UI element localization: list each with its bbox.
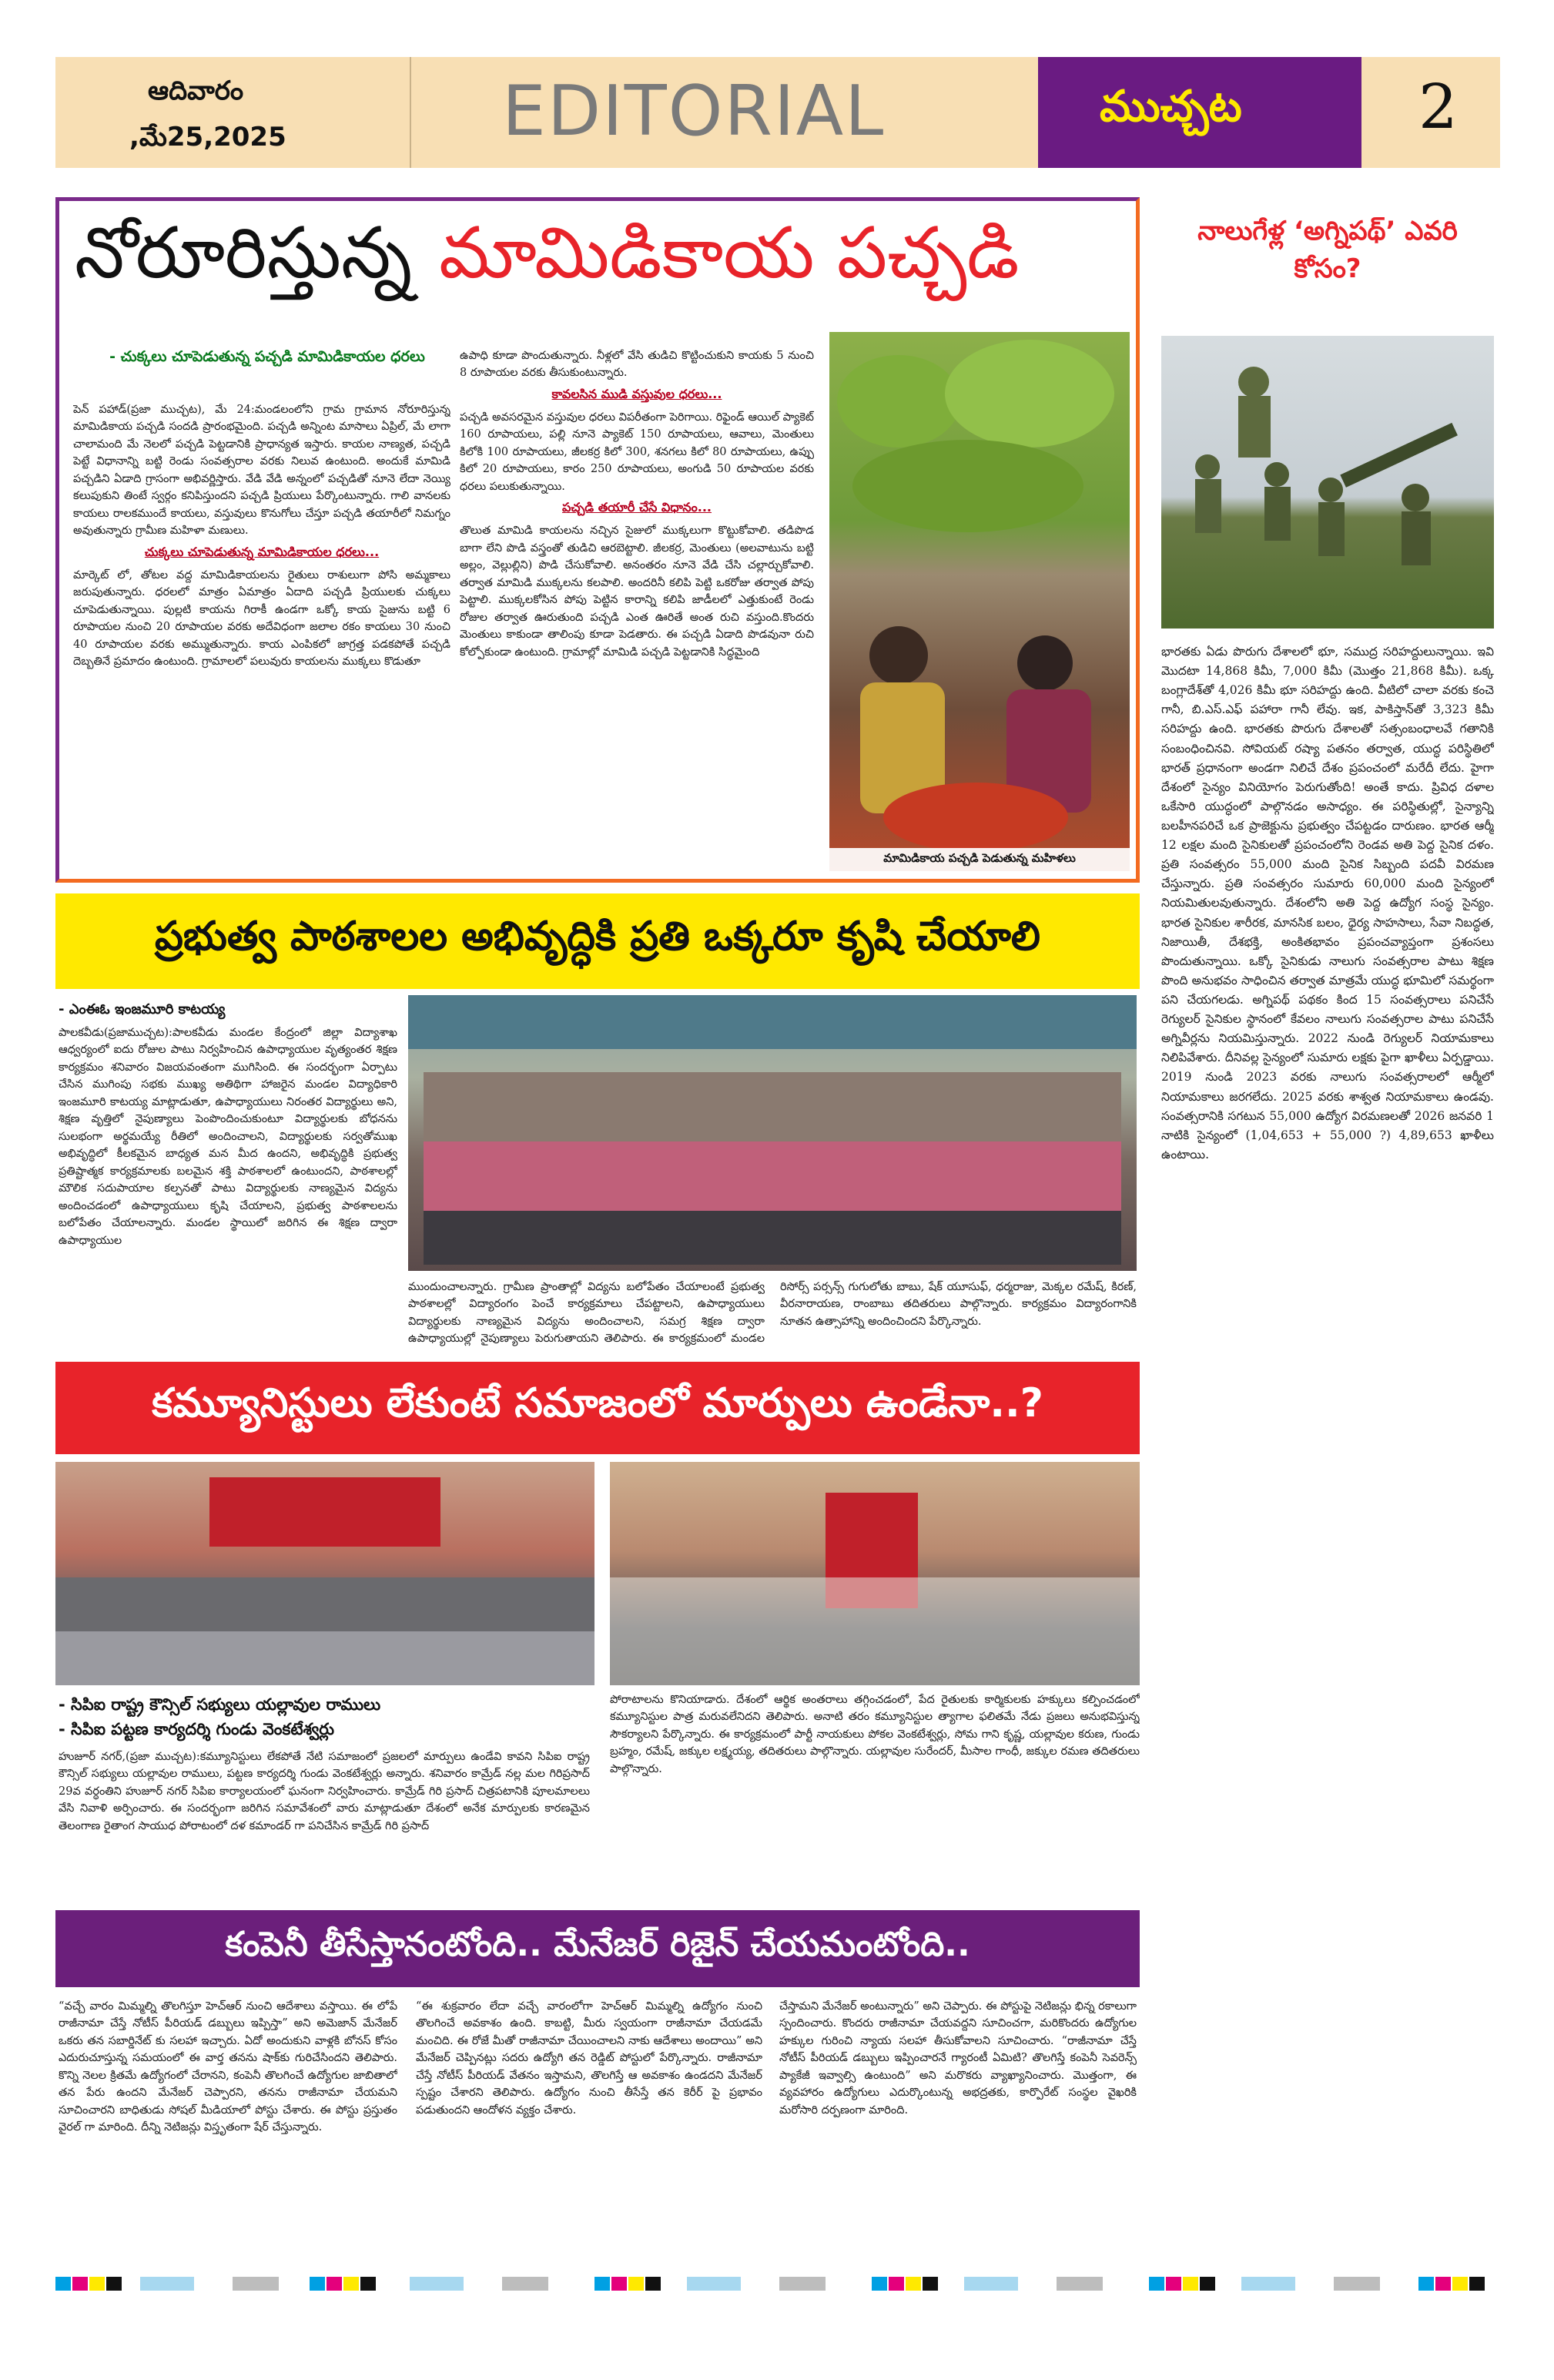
mango-photo (829, 332, 1130, 871)
schools-byline: - ఎంఈఓ ఇంజమూరి కాటయ్య (59, 1001, 226, 1017)
communists-headline: కమ్యూనిస్టులు లేకుంటే సమాజంలో మార్పులు ఉండేనా..? (152, 1379, 1043, 1426)
communists-byline1: - సిపిఐ రాష్ట్ర కౌన్సిల్ సభ్యులు యల్లావుల రాములు (59, 1695, 381, 1714)
communists-photo-right (610, 1462, 1140, 1685)
communists-photo-left (55, 1462, 594, 1685)
agnipath-photo (1161, 336, 1494, 629)
mango-headline-black: నోరూరిస్తున్న (75, 212, 412, 294)
mango-col1 (73, 401, 450, 873)
resign-banner (55, 1910, 1140, 1987)
mango-col2-text: ఉపాధి కూడా పొందుతున్నారు. నీళ్లలో వేసి తుడిచి కొట్టించుకుని కాయకు 5 నుంచి 8 రూపాయల వరకు తీసుకుంటున్నారు. (460, 350, 814, 380)
masthead-date: ,మే25,2025 (129, 122, 286, 153)
mango-col1-text: పెన్ పహాడ్(ప్రజా ముచ్చట), మే 24:మండలంలోని గ్రామ గ్రామాన నోరూరిస్తున్న మామిడికాయ పచ్చడి సందడి ప్రారంభమైంది. పచ్చడి అన్నింట మాసాలు ఏప్రిల్, మే లాగా చాలామంది మే నెలలో పచ్చడి పెట్టడానికి ప్రాధాన్యత ఇస్తారు. కాయల నాణ్యత, పచ్చడి పెట్టే విధానాన్ని బట్టి రెండు సంవత్సరాల వరకు నిలువ ఉంటుంది. అందుకే మామిడి పచ్చడిని ఏడాది గ్రాసంగా అభివర్ణిస్తారు. వేడి వేడి అన్నంలో పచ్చడితో నూనె లేదా నెయ్యి కలుపుకుని తింటే స్వర్గం కనిపిస్తుందని పచ్చడి ప్రియులు పేర్కొంటున్నారు. గాలి వానలకు కాయలు రాలకముందే కాయలు, వస్తువులు కొనుగోలు చేస్తూ పచ్చడి తయారీలో నిమగ్నం అవుతున్నారు గ్రామీణ మహిళా మణులు. (73, 404, 450, 538)
agnipath-text: భారతకు ఏడు పొరుగు దేశాలలో భూ, సముద్ర సరిహద్దులున్నాయి. ఇవి మొదటా 14,868 కిమీ, 7,000 కిమీ (మొత్తం 21,868 కిమీ). ఒక్క బంగ్లాదేశ్‌తో 4,026 కిమీ భూ సరిహద్దు ఉంది. వీటిలో చాలా వరకు కంచె గానీ, బి.ఎస్.ఎఫ్ పహారా గానీ లేవు. ఇక, పాకిస్తాన్‌తో 3,323 కిమీ సరిహద్దు ఉంది. భారతకు పొరుగు దేశాలతో సత్సంబంధాలవే గతానికి సంబంధించినవి. సోవియట్ రష్యా పతనం తర్వాత, యుద్ధ పరిస్థితిలో భారత్ ప్రధానంగా అండగా నిలిచే దేశం ప్రపంచంలో మరేదీ లేదు. హైగా దేశంలో సైన్యం వినియోగం పెరుగుతోంది! అంతే కాదు. ప్రివిధ దళాల ఒకేసారి యుద్ధంలో పాల్గొనడం అసాధ్యం. ఈ పరిస్థితుల్లో, సైన్యాన్ని బలహీనపరిచే ఒక ప్రాజెక్టును ప్రభుత్వం చేపట్టడం దారుణం. భారత ఆర్మీ 12 లక్షల మంది సైనికులతో ప్రపంచంలోని రెండవ అతి పెద్ద సైనిక దళం. ప్రతి సంవత్సరం 55,000 మంది సైనిక సిబ్బంది పదవీ విరమణ చేస్తున్నారు. ప్రతి సంవత్సరం సుమారు 60,000 మంది సైన్యంలో నియమితులవుతున్నారు. దేశంలోని అతి పెద్ద ఉద్యోగ సంస్థ సైన్యం. భారత సైనికుల శారీరక, మానసిక బలం, ధైర్య సాహసాలు, సేవా నిబద్ధత, నిజాయితీ, దేశభక్తి, అంకితభావం ప్రపంచవ్యాప్తంగా ప్రశంసలు పొందుతున్నాయి. ఒక్కో సైనికుడు నాలుగు సంవత్సరాల పాటు శిక్షణ పొంది అనుభవం సాధించిన తర్వాత మాత్రమే యుద్ధ భూమిలో సమర్థంగా పని చేయగలడు. అగ్నిపథ్ పథకం కింద 15 సంవత్సరాలు పనిచేసే రెగ్యులర్ సైనికుల స్థానంలో కేవలం నాలుగు సంవత్సరాల పాటు పనిచేసే అగ్నివీర్లను నియమిస్తున్నారు. 2022 నుండి రెగ్యులర్ నియామకాలు నిలిపివేశారు. దీనివల్ల సైన్యంలో సుమారు లక్షకు పైగా ఖాళీలు ఏర్పడ్డాయి. 2019 నుండి 2023 వరకు నాలుగు సంవత్సరాలలో ఆర్మీలో నియామకాలు జరగలేదు. 2025 వరకు శాశ్వత నియామకాలు ఉండవు. సంవత్సరానికి సగటున 55,000 ఉద్యోగ విరమణలతో 2026 జనవరి 1 నాటికి సైన్యంలో (1,04,653 + 55,000 ?) 4,89,653 ఖాళీలు ఉంటాయి. (1161, 645, 1494, 1162)
communists-byline2: - సిపిఐ పట్టణ కార్యదర్శి గుండు వెంకటేశ్వర్లు (59, 1719, 334, 1738)
mango-col2-subhead2: పచ్చడి తయారీ చేసే విధానం... (561, 500, 712, 515)
mango-col2 (460, 347, 814, 871)
schools-col1: పాలకవీడు(ప్రజాముచ్చట):పాలకవీడు మండల కేంద్రంలో జిల్లా విద్యాశాఖ ఆధ్వర్యంలో ఐదు రోజుల పాటు నిర్వహించిన ఉపాధ్యాయుల వృత్యంతర శిక్షణ కార్యక్రమం శనివారం విజయవంతంగా ముగిసింది. ఈ సందర్భంగా ఏర్పాటు చేసిన ముగింపు సభకు ముఖ్య అతిథిగా హాజరైన మండల విద్యాధికారి ఇంజమూరి కాటయ్య మాట్లాడుతూ, ఉపాధ్యాయులు నిరంతర విద్యార్థులు అని, శిక్షణ వృత్తిలో నైపుణ్యాలు పెంపొందించుకుంటూ విద్యార్థులకు బోధనను సులభంగా అర్థమయ్యే రీతిలో అందించాలని, విద్యార్థులకు సర్వతోముఖ అభివృద్ధిలో కీలకమైన బాధ్యత మన మీద ఉందని, అభివృద్ధికి ప్రభుత్వ ప్రతిష్టాత్మక కార్యక్రమాలకు బలమైన శక్తి పాఠశాలలో ఉంటుందని, పాఠశాలల్లో మౌలిక సదుపాయాల కల్పనతో పాటు విద్యార్థులకు నాణ్యమైన విద్యను అందించడంలో ఉపాధ్యాయులు కృషి చేయాలని, ప్రభుత్వ పాఠశాలలను బలోపేతం చేయాలన్నారు. మండల స్థాయిలో జరిగిన ఈ శిక్షణ ద్వారా ఉపాధ్యాయుల (59, 1027, 397, 1247)
masthead-page-number: 2 (1418, 71, 1458, 142)
mango-photo-image (829, 332, 1130, 871)
agnipath-photo-image (1161, 336, 1494, 629)
schools-under-text: ముందుంచాలన్నారు. గ్రామీణ ప్రాంతాల్లో విద్యను బలోపేతం చేయాలంటే ప్రభుత్వ పాఠశాలల్లో విద్యారంగం పెంచే కార్యక్రమాలు చేపట్టాలని, ఉపాధ్యాయులు విద్యార్థులకు నాణ్యమైన విద్యను అందించాలని, సమగ్ర శిక్షణ ద్వారా ఉపాధ్యాయుల్లో నైపుణ్యాలు పెరుగుతాయని తెలిపారు. ఈ కార్యక్రమంలో మండల రిసోర్స్ పర్సన్స్ గుగులోతు బాబు, షేక్ యూసుఫ్, ధర్మరాజు, మెక్కల రమేష్, కిరణ్, వీరనారాయణ, రాంబాబు తదితరులు పాల్గొన్నారు. కార్యక్రమం విద్యారంగానికి నూతన ఉత్సాహాన్ని అందించిందని పేర్కొన్నారు. (408, 1281, 1137, 1346)
mango-col2-text3: తొలుత మామిడి కాయలను నచ్చిన సైజులో ముక్కలుగా కొట్టుకోవాలి. తడిపొడ బాగా లేని పొడి వస్త్రంతో తుడిచి ఆరబెట్టాలి. జీలకర్ర, మెంతులు (అలవాటును బట్టి అల్లం, వెల్లుల్లిని) పొడి చేసుకోవాలి. అనంతరం నూనె వేడి చేసి చల్లార్చుకోవాలి. తర్వాత మామిడి ముక్కలను కలపాలి. అందరినీ కలిపి పెట్టి ఒకరోజు తర్వాత పోపు పెట్టాలి. ముక్కలకోసిన పోపు పెట్టిన కారాన్ని కలిపి జాడీలలో ఎత్తుకుంటే రెండు రోజుల తర్వాత ఊరుతుంది పచ్చడి ఎంత ఊరితే అంత రుచి వస్తుంది.కొందరు మెంతులు కాకుండా తాలింపు కూడా పెడతారు. ఈ పచ్చడి ఏడాది పొడవునా రుచి కోల్పోకుండా ఉంటుంది. గ్రామాల్లో మామిడి పచ్చడి పెట్టడానికి సిద్ధమైంది (460, 525, 814, 659)
registration-bar (55, 2272, 1500, 2295)
communists-photo-left-image (55, 1462, 594, 1685)
registration-marks (55, 2272, 1500, 2295)
schools-banner (55, 893, 1140, 989)
agnipath-headline: నాలుగేళ్ల ‘అగ్నిపథ్’ ఎవరి కోసం? (1197, 216, 1458, 285)
mango-headline-red: మామిడికాయ పచ్చడి (439, 212, 1020, 294)
mango-subhead: - చుక్కలు చూపెడుతున్న పచ్చడి మామిడికాయల ధరలు (109, 348, 425, 365)
communists-col2: పోరాటాలను కొనియాడారు. దేశంలో ఆర్థిక అంతరాలు తగ్గించడంలో, పేద రైతులకు కార్మికులకు హక్కులు కల్పించడంలో కమ్యూనిస్టుల పాత్ర మరువలేనిదని తెలిపారు. అనాటి తరం కమ్యూనిస్టుల త్యాగాల ఫలితమే నేడు ప్రజలు అనుభవిస్తున్న సౌకర్యాలని పేర్కొన్నారు. ఈ కార్యక్రమంలో పార్టీ నాయకులు పోకల వెంకటేశ్వర్లు, సోమ గాని కృష్ణ, యల్లావుల కరుణ, గుండు బ్రహ్మం, రమేష్, జక్కుల లక్ష్మయ్య, తదితరులు పాల్గొన్నారు. యల్లావుల సురేందర్, మీసాల గాంధీ, జక్కుల రమణ తదితరులు పాల్గొన్నారు. (610, 1694, 1140, 1775)
masthead-day: ఆదివారం (148, 75, 244, 106)
masthead-date-box (55, 57, 411, 168)
mango-col1-text2: మార్కెట్ లో, తోటల వద్ద మామిడికాయలను రైతులు రాశులుగా పోసి అమ్మకాలు జరుపుతున్నారు. ధరలలో మాత్రం ఏమాత్రం ఏదాది పచ్చడి ప్రియులకు చుక్కలు చూపెడుతున్నాయి. పుల్లటి కాయను గిరాకీ ఉండగా ఒక్కో కాయ సైజును బట్టి 6 రూపాయల నుంచి 20 రూపాయల వరకు అదేవిధంగా జలాల రకం కాయలు 30 నుంచి 40 రూపాయల వరకు అమ్ముతున్నారు. కాయ ఎంపికలో జాగ్రత్త పడకపోతే పచ్చడి దెబ్బతినే ప్రమాదం ఉంటుంది. గ్రామాలలో పలువురు కాయలను ముక్కలు కొడుతూ (73, 568, 450, 669)
masthead-paper-box (1038, 57, 1361, 168)
mango-col2-subhead: కావలసిన ముడి వస్తువుల ధరలు... (551, 386, 722, 401)
resign-col2: “ఈ శుక్రవారం లేదా వచ్చే వారంలోగా హెచ్ఆర్ మిమ్మల్ని ఉద్యోగం నుంచి తొలగించే అవకాశం ఉంది. కాబట్టి, మీరు స్వయంగా రాజీనామా చేయడమే మంచిది. ఈ రోజే మీతో రాజీనామా చేయించాలని నాకు ఆదేశాలు అందాయి” అని మేనేజర్ చెప్పినట్లు సదరు ఉద్యోగి తన రెడ్డిట్ పోస్టులో పేర్కొన్నారు. రాజీనామా చేస్తే నోటీస్ పీరియడ్ వేతనం ఇస్తామని, తొలగిస్తే ఆ అవకాశం ఉండదని మేనేజర్ స్పష్టం చేశారని తెలిపారు. ఉద్యోగం నుంచి తీసేస్తే తన కెరీర్ పై ప్రభావం పడుతుందని ఆందోళన వ్యక్తం చేశారు. (416, 2000, 762, 2117)
story-mango-pickle (55, 197, 1140, 883)
mango-col2-text2: పచ్చడి అవసరమైన వస్తువుల ధరలు విపరీతంగా పెరిగాయి. రిఫైండ్ ఆయిల్ ప్యాకెట్ 160 రూపాయలు, పల్లి నూనె ప్యాకెట్ 150 రూపాయలు, ఆవాలు, మెంతులు కిలోకి 100 రూపాయలు, జీలకర్ర కిలో 300, శనగలు కిలో 80 రూపాయలు, ఉప్పు కిలో 20 రూపాయలు, కారం 250 రూపాయలు, అంగుడి 50 రూపాయల వరకు ధరలు పలుకుతున్నాయి. (460, 411, 814, 493)
schools-headline: ప్రభుత్వ పాఠశాలల అభివృద్ధికి ప్రతి ఒక్కరూ కృషి చేయాలి (154, 913, 1041, 960)
communists-bylines (59, 1693, 598, 1741)
masthead-section: EDITORIAL (502, 71, 886, 152)
communists-photo-right-image (610, 1462, 1140, 1685)
mango-photo-caption: మామిడికాయ పచ్చడి పెడుతున్న మహిళలు (829, 848, 1130, 871)
communists-col1: హుజూర్ నగర్,(ప్రజా ముచ్చట):కమ్యూనిస్టులు లేకపోతే నేటి సమాజంలో ప్రజలలో మార్పులు ఉండేవి కావని సిపిఐ రాష్ట్ర కౌన్సిల్ సభ్యులు యల్లావుల రాములు, పట్టణ కార్యదర్శి గుండు వెంకటేశ్వర్లు అన్నారు. శనివారం కామ్రేడ్ నల్ల మల గిరిప్రసాద్ 29వ వర్ధంతిని హుజూర్ నగర్ సిపిఐ కార్యాలయంలో ఘనంగా నిర్వహించారు. కామ్రేడ్ గిరి ప్రసాద్ చిత్రపటానికి పూలమాలలు వేసి నివాళి అర్పించారు. ఈ సందర్భంగా జరిగిన సమావేశంలో వారు మాట్లాడుతూ దేశంలో అనేక మార్పులకు కారణమైన తెలంగాణ రైతాంగ సాయుధ పోరాటంలో దళ కమాండర్ గా పనిచేసిన కామ్రేడ్ గిరి ప్రసాద్ (59, 1751, 590, 1832)
masthead (55, 57, 1500, 168)
story-agnipath (1155, 197, 1500, 2231)
schools-photo-image (408, 995, 1137, 1271)
resign-col1: “వచ్చే వారం మిమ్మల్ని తొలగిస్తూ హెచ్ఆర్ నుంచి ఆదేశాలు వస్తాయి. ఈ లోపే రాజీనామా చేస్తే నోటీస్ పీరియడ్ డబ్బులు ఇప్పిస్తా” అని అమెజాన్ మేనేజర్ ఒకరు తన సబార్డినేట్ కు సలహా ఇచ్చారు. ఏదో అందుకుని వాళ్లకి బోనస్ కోసం ఎదురుచూస్తున్న సమయంలో ఈ వార్త తనను షాక్‌కు గురిచేసిందని తెలిపారు. కొన్ని నెలల క్రితమే ఉద్యోగంలో చేరానని, కంపెనీ తొలగించే ఉద్యోగుల జాబితాలో తన పేరు ఉందని మేనేజర్ చెప్పారని, తనను రాజీనామా చేయమని సూచించారని బాధితుడు సోషల్ మీడియాలో పోస్టు చేశారు. ఈ పోస్టు ప్రస్తుతం వైరల్ గా మారింది. దీన్ని నెటిజన్లు విస్తృతంగా షేర్ చేస్తున్నారు. (59, 2000, 397, 2134)
mango-col1-subhead: చుక్కలు చూపెడుతున్న మామిడికాయల ధరలు... (144, 544, 380, 559)
resign-col3: చేస్తామని మేనేజర్ అంటున్నారు” అని చెప్పారు. ఈ పోస్టుపై నెటిజన్లు భిన్న రకాలుగా స్పందించారు. కొందరు రాజీనామా చేయవద్దని సూచించగా, మరికొందరు ఉద్యోగుల హక్కుల గురించి న్యాయ సలహా తీసుకోవాలని సూచించారు. “రాజీనామా చేస్తే నోటీస్ పీరియడ్ డబ్బులు ఇప్పించారనే గ్యారంటీ ఏమిటి? తొలగిస్తే కంపెనీ సెవరెన్స్ ప్యాకేజీ ఇవ్వాల్సి ఉంటుంది” అని మరొకరు వ్యాఖ్యానించారు. మొత్తంగా, ఈ వ్యవహారం ఉద్యోగులు ఎదుర్కొంటున్న అభద్రతకు, కార్పొరేట్ సంస్థల వైఖరికి మరోసారి దర్పణంగా మారింది. (779, 2000, 1137, 2117)
communists-banner (55, 1362, 1140, 1454)
masthead-paper-name: ముచ్చట (1100, 82, 1242, 132)
schools-photo (408, 995, 1137, 1271)
mango-headline (75, 212, 1122, 312)
resign-headline: కంపెనీ తీసేస్తానంటోంది.. మేనేజర్ రిజైన్ చేయమంటోంది.. (225, 1925, 970, 1964)
